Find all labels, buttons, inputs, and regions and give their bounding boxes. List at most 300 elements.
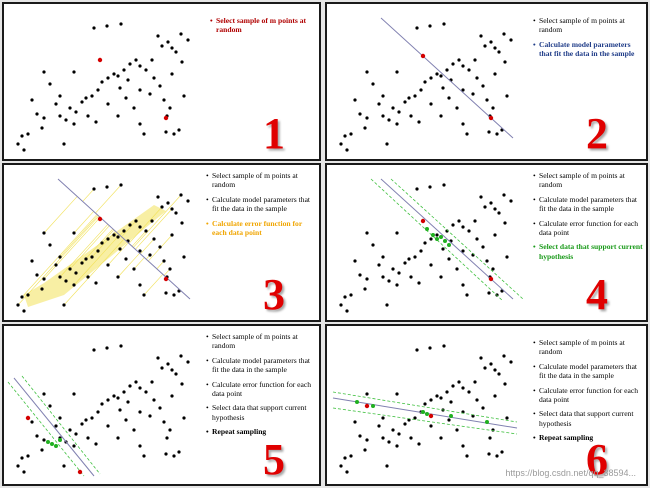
data-point — [74, 432, 77, 435]
data-point — [96, 249, 99, 252]
data-point — [365, 70, 368, 73]
data-point — [495, 132, 498, 135]
data-point — [148, 414, 151, 417]
error-line — [118, 253, 140, 277]
data-point — [475, 398, 478, 401]
tolerance-line — [333, 408, 517, 434]
tolerance-line — [333, 392, 517, 422]
data-point — [385, 142, 388, 145]
data-point — [138, 386, 141, 389]
data-point — [20, 134, 23, 137]
data-point — [439, 74, 442, 77]
data-point — [170, 46, 173, 49]
data-point — [502, 32, 505, 35]
data-point — [132, 428, 135, 431]
data-point — [166, 201, 169, 204]
data-point — [168, 106, 171, 109]
data-point — [164, 452, 167, 455]
inlier-point — [421, 410, 425, 414]
data-point — [429, 102, 432, 105]
data-point — [58, 255, 61, 258]
step-4-panel — [325, 163, 648, 322]
data-point — [485, 259, 488, 262]
inlier-point — [371, 404, 375, 408]
data-point — [349, 132, 352, 135]
data-point — [429, 237, 432, 240]
sample-point — [164, 277, 168, 281]
data-point — [144, 229, 147, 232]
data-point — [395, 70, 398, 73]
data-point — [435, 233, 438, 236]
step-5-bullet: • Calculate error function for each data point — [206, 380, 318, 399]
data-point — [387, 118, 390, 121]
data-point — [116, 275, 119, 278]
data-point — [377, 263, 380, 266]
data-point — [441, 86, 444, 89]
data-point — [177, 128, 180, 131]
data-point — [509, 38, 512, 41]
data-point — [413, 255, 416, 258]
data-point — [68, 428, 71, 431]
data-point — [503, 60, 506, 63]
data-point — [26, 454, 29, 457]
data-point — [493, 207, 496, 210]
step-4-number: 4 — [586, 270, 608, 319]
error-line — [83, 189, 94, 201]
data-point — [409, 436, 412, 439]
step-5-panel — [2, 324, 321, 486]
data-point — [493, 233, 496, 236]
data-point — [22, 470, 25, 473]
data-point — [497, 372, 500, 375]
sample-point — [164, 116, 168, 120]
inlier-point — [425, 412, 429, 416]
data-point — [461, 444, 464, 447]
data-point — [339, 464, 342, 467]
data-point — [491, 106, 494, 109]
data-point — [363, 126, 366, 129]
data-point — [126, 78, 129, 81]
sample-point — [26, 416, 30, 420]
data-point — [358, 273, 361, 276]
data-point — [126, 400, 129, 403]
step-6-panel — [325, 324, 648, 486]
data-point — [156, 34, 159, 37]
data-point — [461, 283, 464, 286]
data-point — [435, 394, 438, 397]
step-4-bullets — [533, 171, 645, 266]
data-point — [403, 422, 406, 425]
data-point — [457, 219, 460, 222]
data-point — [483, 44, 486, 47]
data-point — [74, 110, 77, 113]
data-point — [182, 255, 185, 258]
data-point — [485, 98, 488, 101]
data-point — [487, 452, 490, 455]
step-6-bullets — [533, 338, 645, 448]
data-point — [152, 398, 155, 401]
data-point — [22, 148, 25, 151]
data-point — [429, 263, 432, 266]
data-point — [481, 406, 484, 409]
data-point — [106, 424, 109, 427]
data-point — [62, 464, 65, 467]
data-point — [461, 64, 464, 67]
data-point — [72, 70, 75, 73]
data-point — [72, 444, 75, 447]
data-point — [42, 277, 45, 280]
data-point — [385, 303, 388, 306]
data-point — [92, 187, 95, 190]
data-point — [182, 416, 185, 419]
data-point — [467, 390, 470, 393]
data-point — [84, 96, 87, 99]
data-point — [138, 410, 141, 413]
data-point — [489, 362, 492, 365]
data-point — [503, 382, 506, 385]
data-point — [80, 100, 83, 103]
data-point — [94, 281, 97, 284]
data-point — [417, 281, 420, 284]
data-point — [502, 193, 505, 196]
data-point — [40, 448, 43, 451]
data-point — [64, 118, 67, 121]
data-point — [447, 96, 450, 99]
data-point — [371, 243, 374, 246]
data-point — [168, 428, 171, 431]
data-point — [174, 372, 177, 375]
data-point — [174, 211, 177, 214]
data-point — [138, 444, 141, 447]
data-point — [118, 247, 121, 250]
data-point — [58, 275, 61, 278]
data-point — [150, 58, 153, 61]
data-point — [493, 368, 496, 371]
data-point — [395, 122, 398, 125]
data-point — [150, 219, 153, 222]
data-point — [26, 293, 29, 296]
data-point — [377, 102, 380, 105]
data-point — [134, 380, 137, 383]
step-5-number: 5 — [263, 435, 285, 484]
data-point — [158, 84, 161, 87]
data-point — [180, 60, 183, 63]
data-point — [20, 456, 23, 459]
data-point — [174, 50, 177, 53]
step-4-bullet: • Calculate error function for each data point — [533, 219, 645, 238]
data-point — [439, 275, 442, 278]
data-point — [429, 76, 432, 79]
fit-line — [14, 378, 94, 476]
data-point — [387, 279, 390, 282]
data-point — [128, 384, 131, 387]
data-point — [381, 416, 384, 419]
data-point — [467, 68, 470, 71]
fit-line — [381, 179, 513, 299]
data-point — [119, 344, 122, 347]
data-point — [381, 255, 384, 258]
data-point — [170, 233, 173, 236]
sample-point — [421, 54, 425, 58]
data-point — [170, 207, 173, 210]
data-point — [42, 392, 45, 395]
data-point — [138, 283, 141, 286]
data-point — [505, 416, 508, 419]
data-point — [502, 354, 505, 357]
data-point — [62, 142, 65, 145]
data-point — [54, 102, 57, 105]
data-point — [132, 267, 135, 270]
data-point — [363, 287, 366, 290]
data-point — [162, 98, 165, 101]
data-point — [106, 398, 109, 401]
data-point — [138, 122, 141, 125]
inlier-point — [435, 237, 439, 241]
step-6-bullet: • Select data that support current hypothesis — [533, 409, 645, 428]
data-point — [457, 380, 460, 383]
data-point — [473, 380, 476, 383]
data-point — [487, 291, 490, 294]
data-point — [124, 257, 127, 260]
data-point — [180, 221, 183, 224]
data-point — [80, 261, 83, 264]
step-4-bullet: • Select data that support current hypothesis — [533, 242, 645, 261]
data-point — [30, 420, 33, 423]
data-point — [483, 366, 486, 369]
data-point — [403, 261, 406, 264]
data-point — [461, 225, 464, 228]
data-point — [473, 219, 476, 222]
data-point — [442, 344, 445, 347]
data-point — [100, 80, 103, 83]
data-point — [40, 126, 43, 129]
data-point — [455, 428, 458, 431]
data-point — [415, 26, 418, 29]
data-point — [68, 106, 71, 109]
data-point — [447, 257, 450, 260]
data-point — [92, 348, 95, 351]
data-point — [381, 436, 384, 439]
data-point — [395, 283, 398, 286]
data-point — [42, 116, 45, 119]
data-point — [423, 402, 426, 405]
data-point — [475, 237, 478, 240]
step-5-bullet: • Select data that support current hypothesis — [206, 403, 318, 422]
data-point — [72, 231, 75, 234]
data-point — [16, 464, 19, 467]
data-point — [473, 58, 476, 61]
error-line — [95, 185, 121, 213]
data-point — [165, 436, 168, 439]
data-point — [353, 259, 356, 262]
data-point — [54, 424, 57, 427]
data-point — [353, 420, 356, 423]
data-point — [365, 116, 368, 119]
data-point — [371, 82, 374, 85]
inlier-point — [443, 239, 447, 243]
data-point — [118, 408, 121, 411]
data-point — [94, 120, 97, 123]
inlier-point — [449, 414, 453, 418]
data-point — [395, 231, 398, 234]
data-point — [442, 22, 445, 25]
data-point — [150, 380, 153, 383]
data-point — [428, 24, 431, 27]
data-point — [124, 418, 127, 421]
data-point — [16, 142, 19, 145]
data-point — [449, 400, 452, 403]
data-point — [415, 348, 418, 351]
data-point — [86, 436, 89, 439]
data-point — [177, 450, 180, 453]
data-point — [481, 245, 484, 248]
data-point — [403, 100, 406, 103]
step-3-bullet: • Calculate model parameters that fit the data in the sample — [206, 195, 318, 214]
data-point — [164, 291, 167, 294]
data-point — [339, 142, 342, 145]
step-3-panel — [2, 163, 321, 322]
step-2-number: 2 — [586, 109, 608, 158]
data-point — [497, 50, 500, 53]
data-point — [343, 456, 346, 459]
data-point — [106, 237, 109, 240]
data-point — [475, 76, 478, 79]
data-point — [170, 394, 173, 397]
data-point — [381, 275, 384, 278]
sample-point — [489, 116, 493, 120]
inlier-point — [46, 440, 50, 444]
data-point — [42, 438, 45, 441]
data-point — [397, 271, 400, 274]
data-point — [112, 233, 115, 236]
sample-point — [429, 414, 433, 418]
data-point — [138, 88, 141, 91]
inlier-point — [425, 227, 429, 231]
data-point — [429, 424, 432, 427]
data-point — [500, 450, 503, 453]
data-point — [395, 392, 398, 395]
data-point — [106, 102, 109, 105]
data-point — [68, 267, 71, 270]
data-point — [86, 275, 89, 278]
data-point — [16, 303, 19, 306]
data-point — [116, 114, 119, 117]
data-point — [491, 267, 494, 270]
data-point — [409, 275, 412, 278]
data-point — [479, 356, 482, 359]
data-point — [442, 183, 445, 186]
data-point — [166, 362, 169, 365]
data-point — [35, 434, 38, 437]
data-point — [417, 442, 420, 445]
data-point — [397, 432, 400, 435]
step-5-bullet: • Repeat sampling — [206, 427, 318, 436]
data-point — [457, 58, 460, 61]
data-point — [391, 106, 394, 109]
data-point — [349, 293, 352, 296]
inlier-point — [431, 233, 435, 237]
error-line — [144, 274, 163, 295]
data-point — [148, 253, 151, 256]
data-point — [58, 114, 61, 117]
data-point — [365, 231, 368, 234]
data-point — [182, 94, 185, 97]
data-point — [497, 211, 500, 214]
data-point — [58, 416, 61, 419]
tolerance-line — [8, 382, 84, 476]
data-point — [20, 295, 23, 298]
data-point — [363, 448, 366, 451]
data-point — [84, 257, 87, 260]
data-point — [179, 193, 182, 196]
data-point — [387, 440, 390, 443]
data-point — [72, 392, 75, 395]
data-point — [397, 110, 400, 113]
data-point — [481, 84, 484, 87]
sample-point — [78, 470, 82, 474]
data-point — [72, 122, 75, 125]
data-point — [365, 392, 368, 395]
data-point — [54, 263, 57, 266]
data-point — [465, 454, 468, 457]
data-point — [158, 406, 161, 409]
data-point — [119, 22, 122, 25]
step-6-bullet: • Repeat sampling — [533, 433, 645, 442]
data-point — [105, 185, 108, 188]
data-point — [80, 422, 83, 425]
data-point — [417, 120, 420, 123]
step-1-panel — [2, 2, 321, 161]
sample-point — [421, 219, 425, 223]
data-point — [483, 205, 486, 208]
data-point — [385, 464, 388, 467]
data-point — [144, 68, 147, 71]
data-point — [116, 74, 119, 77]
data-point — [119, 183, 122, 186]
data-point — [90, 255, 93, 258]
step-3-bullet: • Select sample of m points at random — [206, 171, 318, 190]
step-2-bullet: • Calculate model parameters that fit the data in the sample — [533, 40, 641, 59]
data-point — [391, 428, 394, 431]
step-1-bullets — [210, 16, 310, 40]
data-point — [391, 267, 394, 270]
data-point — [22, 309, 25, 312]
data-point — [451, 62, 454, 65]
data-point — [106, 76, 109, 79]
tolerance-line — [391, 179, 523, 299]
data-point — [142, 454, 145, 457]
data-point — [30, 98, 33, 101]
data-point — [84, 418, 87, 421]
data-point — [62, 303, 65, 306]
data-point — [439, 114, 442, 117]
data-point — [30, 259, 33, 262]
step-1-number: 1 — [263, 109, 285, 158]
data-point — [455, 267, 458, 270]
data-point — [40, 287, 43, 290]
data-point — [461, 386, 464, 389]
data-point — [166, 40, 169, 43]
data-point — [445, 390, 448, 393]
inlier-point — [447, 243, 451, 247]
data-point — [509, 199, 512, 202]
data-point — [381, 114, 384, 117]
step-2-bullets — [533, 16, 641, 64]
data-point — [105, 346, 108, 349]
data-point — [365, 277, 368, 280]
error-line — [44, 196, 77, 233]
inlier-point — [485, 420, 489, 424]
